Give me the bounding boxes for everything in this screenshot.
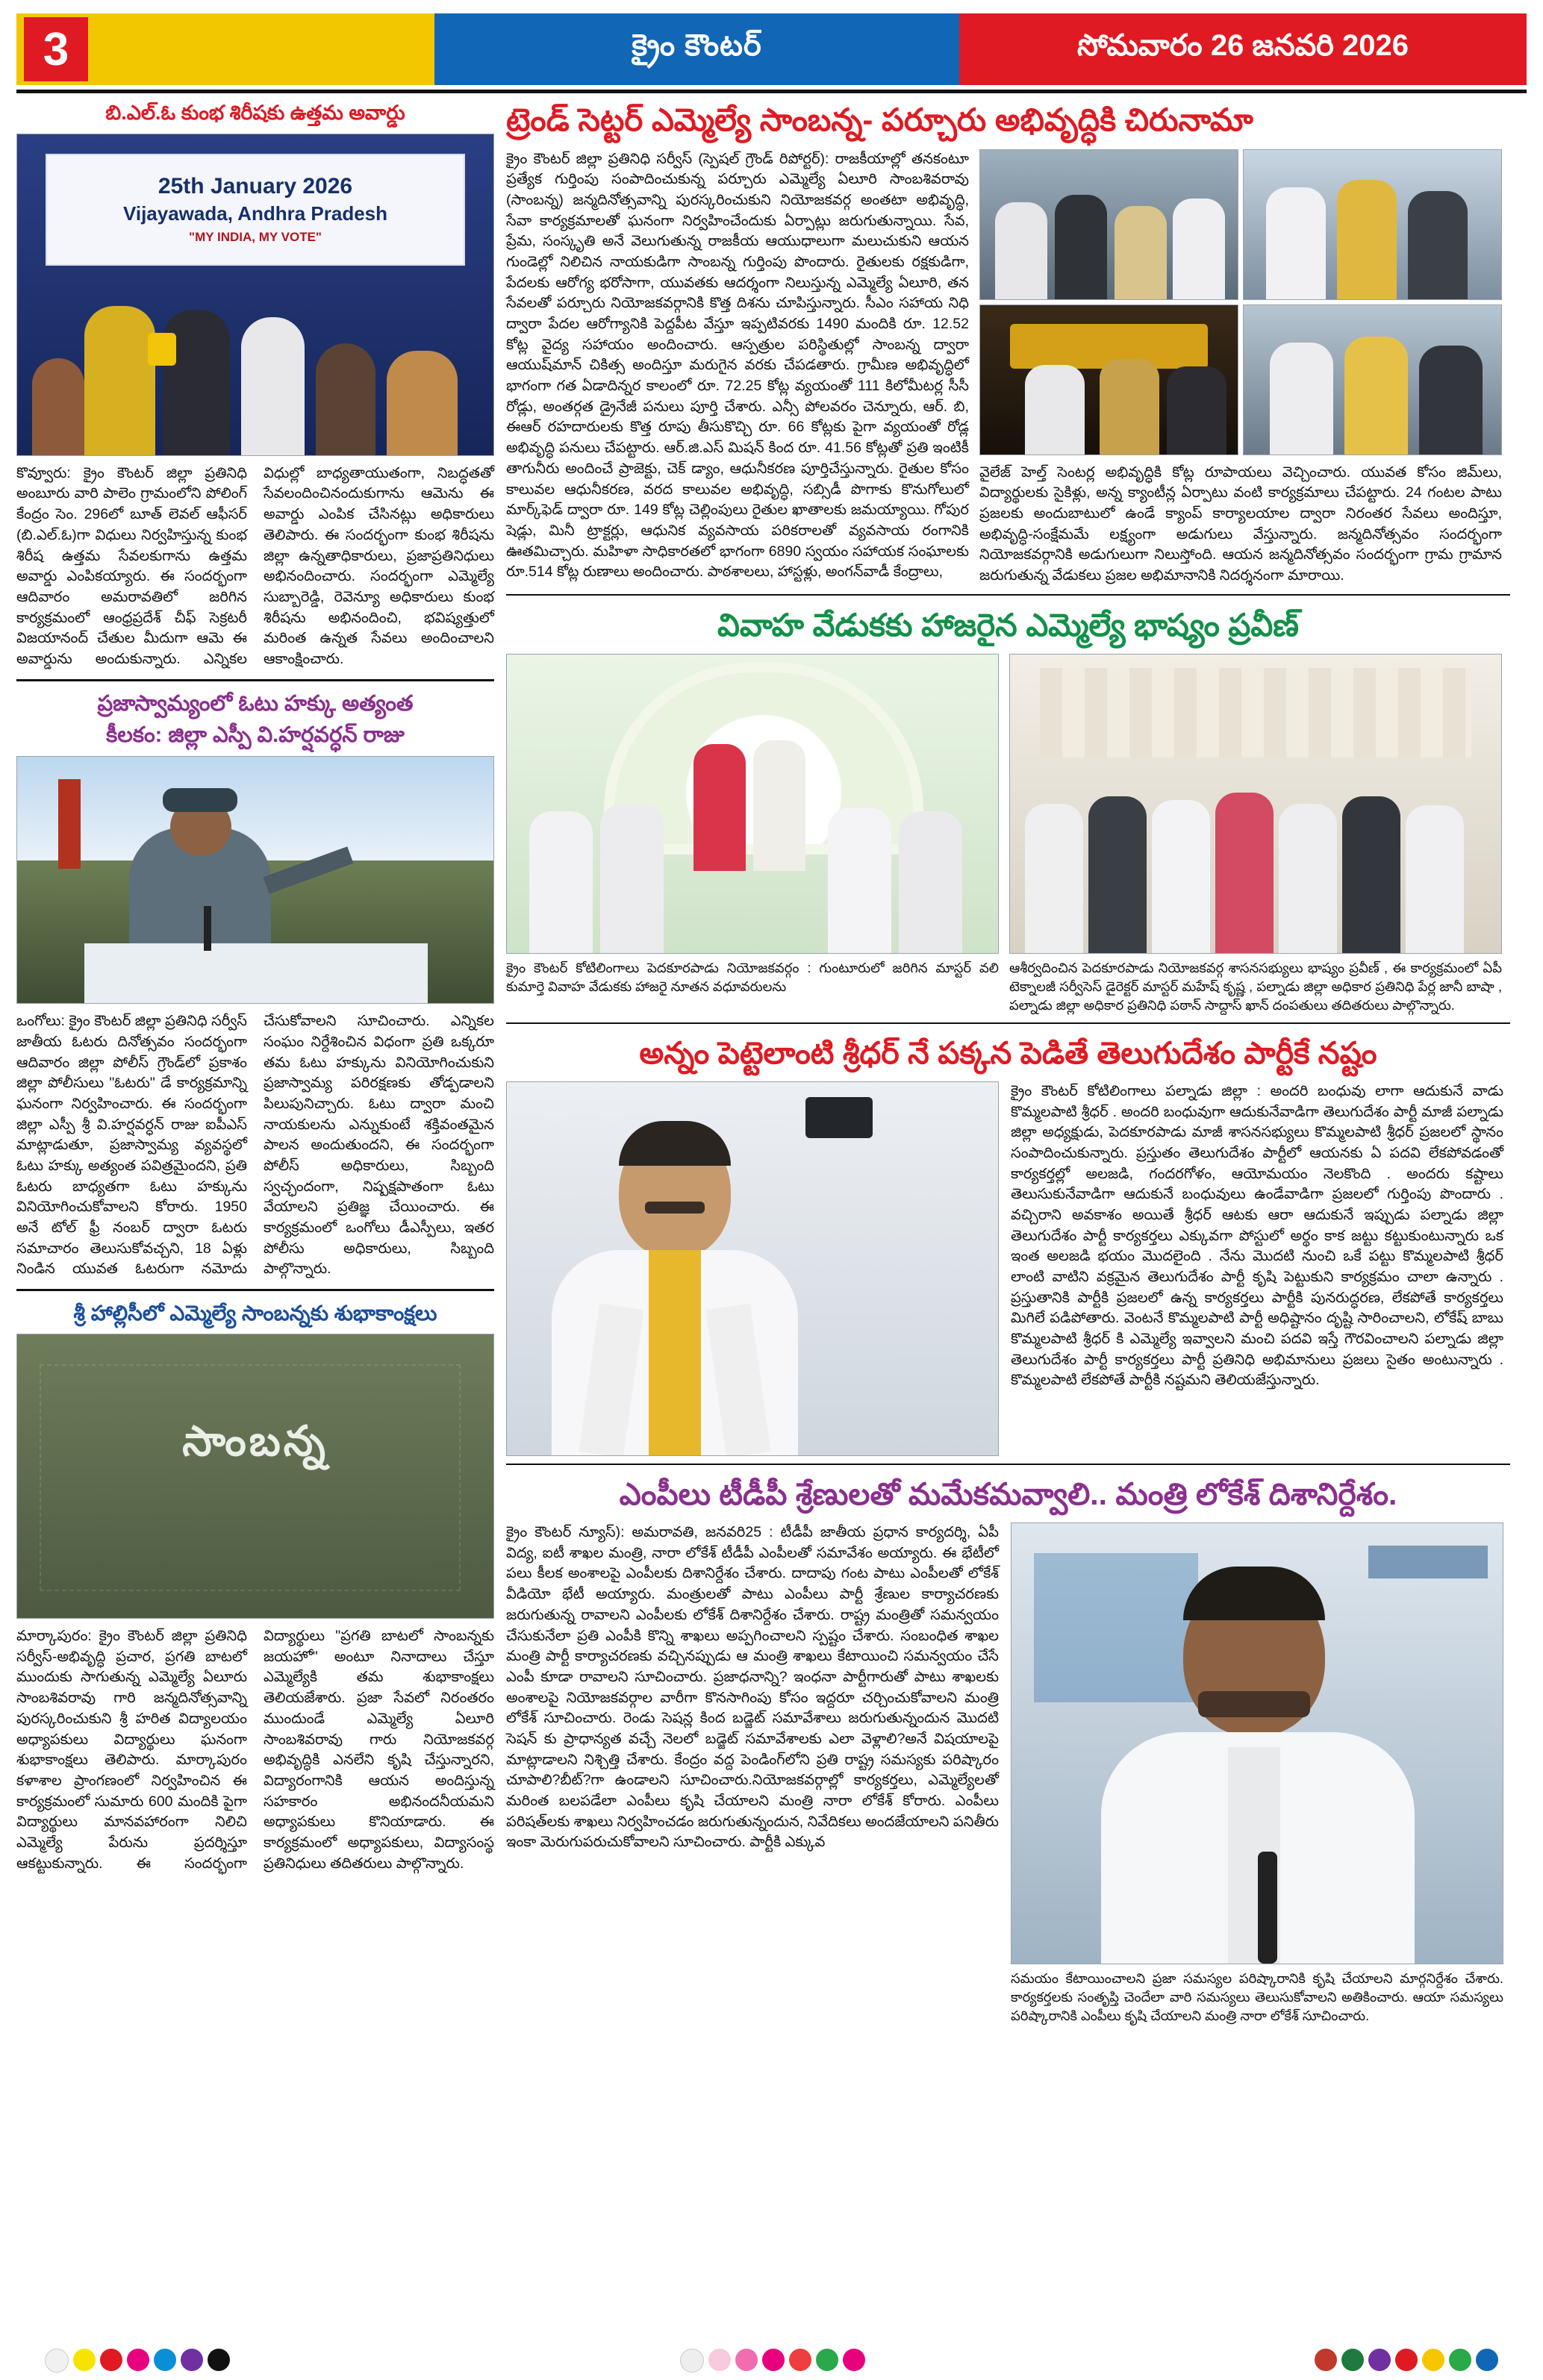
masthead-title: క్రైం కౌంటర్ [632, 28, 762, 62]
wedding-headline: వివాహ వేడుకకు హాజరైన ఎమ్మెల్యే భాష్యం ప్రవీణ్ [717, 607, 1299, 643]
right-divider-1 [506, 594, 1510, 596]
article-award [16, 101, 494, 670]
trendsetter-body-col1: క్రైం కౌంటర్ జిల్లా ప్రతినిధి సర్వీస్ (స్పెషల్ గ్రౌండ్ రిపోర్టర్): రాజకీయాల్లో తనకంటూ ప్రత్యేక గుర్తింపు సంపాదించుకున్న పర్చూరు ఎమ్మెల్యే ఏలూరి సాంబశివరావు (సాంబన్న) జన్మదినోత్సవాన్ని పురస్కరించుకుని నియోజకవర్గ అంతటా అభివృద్ధి, సేవా కార్యక్రమాలతో ఘనంగా నిర్వహించేందుకు ఏర్పాట్లు జరుగుతున్నాయి. సేవ, ప్రేమ, సంస్కృతి అనే వెలుగుతున్న రాజకీయ ఆయుధాలుగా మలుచుకుని ఆయన గుండెల్లో నిలిచిన నాయకుడిగా సాంబన్న గుర్తింపు పొందారు. రైతులకు రక్షకుడిగా, పేదలకు ఆరోగ్య భరోసాగా, యువతకు ఆదర్శంగా నిలుస్తున్న ఎమ్మెల్యే ఏలూరి, తన సేవలతో పర్చూరు నియోజకవర్గానికి కొత్త దిశను చూపిస్తున్నారు. సీఎం సహాయ నిధి ద్వారా పేదల ఆరోగ్యానికి పెద్దపీట వేస్తూ ఇప్పటివరకు 1490 మందికి రూ. 12.52 కోట్ల వైద్య సహాయం అందించారు. ఆస్పత్రుల పరిస్థితుల్లో సాంబన్న ద్వారా ఆయుష్‌మాన్ చికిత్స అందిస్తూ మరుగైన వరకు చేపడతారు. గ్రామీణ అభివృద్ధిలో భాగంగా గత ఏడాదిన్నర కాలంలో రూ. 72.25 కోట్ల వ్యయంతో 111 కిలోమీటర్ల సీసీ రోడ్లు, అంతర్గత డ్రైనేజీ పనులు పూర్తి చేశారు. ఎన్సీ పోలవరం చెన్నూరు, ఆర్. బి, ఈఆర్ రహదారులకు కొత్త రూపు తీసుకొచ్చి రూ. 66 కోట్లకు పైగా వ్యయంతో రోడ్ల అభివృద్ధి పనులు చేపట్టారు. ఆర్.జి.ఎస్ మిషన్ కింద రూ. 41.56 కోట్లతో ప్రతి ఇంటికీ తాగునీరు అందించే ప్రాజెక్టు, చెక్ డ్యాం, ఆధునీకరణ పూర్తిచేస్తున్నారు. రైతుల కోసం కాలువల ఆధునీకరణ, వరద కాలువల అభివృద్ధి, సబ్సిడీ పొగాకు కొనుగోలులో మార్క్‌ఫెడ్ ద్వారా రూ. 149 కోట్ల చెల్లింపులు రైతుల ఖాతాలకు జమయ్యాయి. గోపుర షెడ్లు, మినీ ట్రాక్టర్లు, ఆధునిక వ్యవసాయ పరికరాలతో వ్యవసాయ రంగానికి ఊతమిచ్చారు. మహిళా సాధికారతలో భాగంగా 6890 స్వయం సహాయక సంఘాలకు రూ.514 కోట్ల రుణాలు అందించారు. పాఠశాలలు, హాస్టళ్లు, అంగన్‌వాడీ కేంద్రాలు, [506, 150, 969, 581]
award-photo [16, 134, 494, 456]
page-number: 3 [24, 17, 88, 81]
sridhar-body: క్రైం కౌంటర్ కోటిలింగాలు పల్నాడు జిల్లా : అందరి బంధువు లాగా ఆదుకునే వాడు కొమ్మలపాటి శ్రీధర్ . అందరి బంధువుగా ఆదుకునేవాడిగా తెలుగుదేశం పార్టీ మాజీ పల్నాడు జిల్లా అధ్యక్షుడు, పెదకూరపాడు మాజీ శాసనసభ్యులు కొమ్మలపాటి శ్రీధర్ ప్రజలలో స్థానం సంపాదించుకున్నారు. ప్రస్తుతం తెలుగుదేశం పార్టీలో ఆయనకు ఏ పదవి లేకపోవడంతో కార్యకర్తల్లో అలజడి, గందరగోళం, ఆయోమయం నెలకొంది . అందరు కష్టాలు తెలుసుకునేవాడిగా ఆదుకునే బంధువులు ఉండేవాడిగా ప్రజలలో గుర్తింపు పొందారు . వచ్చిరాని అవకాశం అయితే శ్రీధర్ ఆటకు ఆరా ఆదుకునే ఇప్పుడు పల్నాడు జిల్లా తెలుగుదేశం పార్టీ కార్యకర్తలు ఎక్కువగా పోస్టులో అర్థం కాక జట్టు కట్టుకుంటున్నారు ఒక ఇంత అలజడి భయం మొదలైంది . నేను మొదటి నుంచి ఒకే పట్టు కొమ్మలపాటి శ్రీధర్ లాంటి వాటిని వక్రమైన తెలుగుదేశం పార్టీ కృషి పెట్టుకుని కార్యక్రమం చాలా ఉన్నారు . ప్రస్తుతానికి పార్టీకి ప్రజలలో ఉన్న కార్యకర్తలు పార్టీకి పునరుద్ధరణ, లేకపోతే కార్యకర్తలు మిగిలే పడిపోతారు. వెంటనే కొమ్మలపాటి పార్టీ అధిష్టానం దృష్టి సారించాలని, లోకేష్ బాబు కొమ్మలపాటి శ్రీధర్ కి ఎమ్మెల్యే ఇవ్వాలని మంచి పదవి ఇస్తే గౌరవించాలని పల్నాడు జిల్లా తెలుగుదేశం పార్టీ కార్యకర్తలు పార్టీ ప్రతినిధి అభిమానులు ప్రజలు సైతం అంటున్నారు . కొమ్మలపాటి లేకపోతే పార్టీకి నష్టమని తెలియజేస్తున్నారు. [1011, 1082, 1503, 1389]
trendsetter-photo-1 [979, 149, 1238, 300]
masthead [16, 13, 1527, 85]
award-headline: బి.ఎల్.ఓ కుంభ శిరీషకు ఉత్తమ అవార్డు [105, 101, 405, 124]
article-lokesh [506, 1475, 1510, 2026]
article-wedding [506, 606, 1510, 1015]
sp-headline-line1: ప్రజాస్వామ్యంలో ఓటు హక్కు అత్యంత [97, 691, 414, 716]
lokesh-headline: ఎంపీలు టీడీపీ శ్రేణులతో మమేకమవ్వాలి.. మంత్రి లోకేశ్ దిశానిర్దేశం. [619, 1476, 1397, 1511]
article-sp [16, 690, 494, 1280]
banner-line-3: "MY INDIA, MY VOTE" [189, 230, 322, 245]
dots-left [45, 2349, 230, 2373]
right-column [506, 101, 1510, 2026]
wedding-caption-left: క్రైం కౌంటర్ కోటిలింగాలు పెదకూరపాడు నియోజకవర్గం : గుంటూరులో జరిగిన మాస్టర్ వలి కుమార్తె వివాహ వేడుకకు హాజరై నూతన వధూవరులను [506, 961, 999, 994]
wedding-photo-left [506, 654, 999, 954]
masthead-rule [16, 90, 1527, 93]
left-column [16, 101, 494, 2026]
sridhar-photo [506, 1081, 999, 1456]
lokesh-caption: సమయం కేటాయించాలని ప్రజా సమస్యల పరిష్కారానికి కృషి చేయాలని మార్గనిర్దేశం చేశారు. కార్యకర్తలకు సంతృప్తి చెందేలా వారి సమస్యలు తెలుసుకోవాలని అతికించారు. ఆయా సమస్యలు పరిష్కారానికి ఎంపీలు కృషి చేయాలని మంత్రి నారా లోకేశ్ సూచించారు. [1011, 1971, 1503, 2023]
lokesh-photo [1011, 1522, 1503, 1964]
banner-line-1: 25th January 2026 [158, 174, 353, 199]
dots-right [1315, 2349, 1498, 2373]
award-photo-banner [46, 154, 464, 266]
lokesh-body: క్రైం కౌంటర్ న్యూస్): అమరావతి, జనవరి25 : టీడీపీ జాతీయ ప్రధాన కార్యదర్శి, ఏపీ విద్య, ఐటీ శాఖల మంత్రి, నారా లోకేశ్ టీడీపీ ఎంపీలతో సమావేశం అయ్యారు. ఈ భేటీలో పలు కీలక అంశాలపై ఎంపీలకు దిశానిర్దేశం చేశారు. దాదాపు గంట పాటు ఎంపీలతో లోకేశ్ వీడియో భేటీ అయ్యారు. మంత్రులతో పాటు ఎంపీలు పార్టీ శ్రేణుల కార్యాచరణకు జరుగుతున్న రావాలని ఎంపీలకు లోకేశ్ దిశానిర్దేశం చేశారు. రాష్ట్ర మంత్రితో సమన్వయం చేసుకునేలా ప్రతి ఎంపీకి కొన్ని శాఖలు అప్పగించాలని స్పష్టం చేశారు. సంబంధిత శాఖల మంత్రి పార్టీ కార్యాచరణకు వచ్చినప్పుడు ఆ మంత్రి శాఖలు కేటాయించి సమన్వయం చేసే ఎంపీ కూడా రావాలని సూచించారు. ప్రజాధనాన్ని? ఇంధనా పార్టీగారుతో పాటు శాఖలకు అంశాలపై నియోజకవర్గాల వారీగా కొనసాగింపు కోసం ఇద్దరూ చర్చించుకోవాలని మంత్రి లోకేశ్ సూచించారు. రెండు సెషన్ల కింద బడ్జెట్ సమావేశాలు జరుగుతున్నందున మొదటి సెషన్ కు ప్రాధాన్యత వచ్చే నెలలో బడ్జెట్ సమావేశాలకు ఎలా వెళ్లాలి?అనే విషయాలపై మాట్లాడాలని నిశ్చిత్తి చేశారు. కేంద్రం వద్ద పెండింగ్‌లోని ప్రతి రాష్ట్ర సమస్యకు పరిష్కారం చూపాలి?బీట్?గా ఉండాలని సూచించారు.నియోజకవర్గాల్లో కార్యకర్తలు, ఎమ్మెల్యేలతో మరింత బలపడేలా ఎంపీలు కృషి చేయాలని మంత్రి నారా లోకేశ్ కోరారు. ఎంపీలు పరిషత్‌లకు శాఖలు నిర్వహించడం జరుగుతున్నందున, నివేదికలు అందజేయాలని పనితీరు ఇంకా మెరుగుపరుచుకోవాలని సూచించారు. పార్టీకి ఎక్కువ [506, 1524, 999, 1851]
wedding-caption-right: ఆశీర్వదించిన పెదకూరపాడు నియోజకవర్గ శాసనసభ్యులు భాష్యం ప్రవీణ్ , ఈ కార్యక్రమంలో ఏపీ టెక్నాలజీ సర్వీసెస్ డైరెక్టర్ మాస్టర్ మహేష్ కృష్ణ , పల్నాడు జిల్లా అధికార ప్రతినిధి పేర్ల జానీ బాషా , పల్నాడు జిల్లా అధికార ప్రతినిధి పఠాన్ సాద్దాస్ ఖాన్ దంపతులు తదితరులు పాల్గొన్నారు. [1009, 961, 1502, 1013]
sp-headline-line2: కీలకం: జిల్లా ఎస్పీ వి.హర్షవర్ధన్ రాజు [106, 722, 405, 747]
article-halliseelu [16, 1300, 494, 1874]
masthead-title-bar [434, 13, 959, 85]
award-body: కొవ్వూరు: క్రైం కౌంటర్ జిల్లా ప్రతినిధి అంబూరు వారి పాలెం గ్రామంలోని పోలింగ్ కేంద్రం సెం. 296లో బూత్ లెవల్ ఆఫీసర్ (బి.ఎల్.ఓ)గా విధులు నిర్వహిస్తున్న కుంభ శిరీష ఉత్తమ సేవలకుగాను ఉత్తమ అవార్డు ఎంపికయ్యారు. ఈ సందర్భంగా ఆదివారం అమరావతిలో జరిగిన కార్యక్రమంలో ఆంధ్రప్రదేశ్ చీఫ్ సెక్రటరీ విజయానంద్ చేతుల మీదుగా ఆమె ఈ అవార్డును అందుకున్నారు. ఎన్నికల విధుల్లో బాధ్యతాయుతంగా, నిబద్ధతతో సేవలందించినందుకుగాను ఆమెను ఈ అవార్డు ఎంపిక చేసినట్లు అధికారులు తెలిపారు. ఈ సందర్భంగా కుంభ శిరీషను జిల్లా ఉన్నతాధికారులు, ప్రజాప్రతినిధులు అభినందించారు. సందర్భంగా ఎమ్మెల్యే సుబ్బారెడ్డి, రెవెన్యూ అధికారులు కుంభ శిరీషను అభినందించి, భవిష్యత్తులో మరింత ఉన్నత సేవలు అందించాలని ఆకాంక్షించారు. [16, 464, 494, 667]
footer-color-dots [0, 2349, 1543, 2373]
left-divider-1 [16, 679, 494, 681]
halliseelu-photo [16, 1334, 494, 1619]
trendsetter-photo-4 [1243, 304, 1502, 455]
masthead-date-bar [959, 13, 1527, 85]
halliseelu-headline: శ్రీ హాల్లిసీలో ఎమ్మెల్యే సాంబన్నకు శుభాకాంక్షలు [73, 1302, 437, 1325]
sp-photo [16, 756, 494, 1004]
article-sridhar [506, 1034, 1510, 1456]
trendsetter-photo-3 [979, 304, 1238, 455]
banner-line-2: Vijayawada, Andhra Pradesh [122, 202, 388, 225]
article-trendsetter [506, 101, 1510, 587]
trendsetter-photo-2 [1243, 149, 1502, 300]
wedding-photo-right [1009, 654, 1502, 954]
page-columns [16, 101, 1527, 2026]
dots-mid [680, 2349, 865, 2373]
masthead-date: సోమవారం 26 జనవరి 2026 [1076, 28, 1409, 62]
sridhar-headline: అన్నం పెట్టెలాంటి శ్రీధర్ నే పక్కన పెడితే తెలుగుదేశం పార్టీకే నష్టం [639, 1035, 1377, 1070]
human-chain-text: సాంబన్న [182, 1417, 328, 1465]
halliseelu-caption: మార్కాపురం: క్రైం కౌంటర్ జిల్లా ప్రతినిధి సర్వీస్-అభివృద్ధి ప్రచార, ప్రగతి బాటలో ముందుకు సాగుతున్న ఎమ్మెల్యే ఏలూరు సాంబశివరావు గారి జన్మదినోత్సవాన్ని పురస్కరించుకుని శ్రీ హరిత విద్యాలయం అధ్యాపకులు విద్యార్థులు ఘనంగా శుభాకాంక్షలు తెలిపారు. మార్కాపురం కళాశాల ప్రాంగణంలో నిర్వహించిన ఈ కార్యక్రమంలో సుమారు 600 మందికి పైగా విద్యార్థులు మానవహారంగా నిలిచి ఎమ్మెల్యే పేరును ప్రదర్శిస్తూ ఆకట్టుకున్నారు. ఈ సందర్భంగా విద్యార్థులు "ప్రగతి బాటలో సాంబన్నకు జయహో" అంటూ నినాదాలు చేస్తూ ఎమ్మెల్యేకి తమ శుభాకాంక్షలు తెలియజేశారు. ప్రజా సేవలో నిరంతరం ముందుండే ఎమ్మెల్యే ఏలూరి సాంబశివరావు గారు నియోజకవర్గ అభివృద్ధికి ఎనలేని కృషి చేస్తున్నారని, విద్యారంగానికి ఆయన అందిస్తున్న సహకారం అభినందనీయమని అధ్యాపకులు కొనియాడారు. ఈ కార్యక్రమంలో అధ్యాపకులు, విద్యాసంస్థ ప్రతినిధులు తదితరులు పాల్గొన్నారు. [16, 1628, 494, 1872]
trendsetter-body-col2: వైలేజ్ హెల్త్ సెంటర్ల అభివృద్ధికి కోట్ల రూపాయలు వెచ్చించారు. యువత కోసం జిమ్‌లు, విద్యార్థులకు సైకిళ్లు, అన్న క్యాంటీన్ల ఏర్పాటు వంటి కార్యక్రమాలు చేపట్టారు. 24 గంటల పాటు ప్రజలకు అందుబాటులో ఉండే క్యాంప్ కార్యాలయాల ద్వారా నిరంతర సేవలు అందిస్తూ, అభివృద్ధి-సంక్షేమమే లక్ష్యంగా అడుగులు వేస్తున్నారు. జన్మదినోత్సవం సందర్భంగా నియోజకవర్గానికి అడుగులుగా నిలుస్తోంది. ఆయన జన్మదినోత్సవం సందర్భంగా గ్రామ గ్రామాన జరుగుతున్న వేడుకలు ప్రజల అభిమానానికి నిదర్శనంగా మారాయి. [979, 463, 1502, 584]
sp-body: ఒంగోలు: క్రైం కౌంటర్ జిల్లా ప్రతినిధి సర్వీస్ జాతీయ ఓటరు దినోత్సవం సందర్భంగా ఆదివారం జిల్లా పోలీస్ గ్రౌండ్‌లో ప్రకాశం జిల్లా పోలీసులు "ఓటరు" డే కార్యక్రమాన్ని ఘనంగా నిర్వహించారు. ఈ సందర్భంగా జిల్లా ఎస్పీ శ్రీ వి.హర్షవర్ధన్ రాజు ఐపీఎస్ మాట్లాడుతూ, ప్రజాస్వామ్య వ్యవస్థలో ఓటు హక్కు అత్యంత పవిత్రమైందని, ప్రతి ఓటరు బాధ్యతగా ఓటు హక్కును వినియోగించుకోవాలని కోరారు. 1950 అనే టోల్ ఫ్రీ నంబర్ ద్వారా ఓటరు సమాచారం తెలుసుకోవచ్చని, 18 ఏళ్లు నిండిన యువత ఓటరుగా నమోదు చేసుకోవాలని సూచించారు. ఎన్నికల సంఘం నిర్దేశించిన విధంగా ప్రతి ఒక్కరూ తమ ఓటు హక్కును వినియోగించుకుని ప్రజాస్వామ్య పరిరక్షణకు తోడ్పడాలని పిలుపునిచ్చారు. ఓటు ద్వారా మంచి నాయకులను ఎన్నుకుంటే శక్తివంతమైన పాలన అందుతుందని, ఈ సందర్భంగా పోలీస్ అధికారులు, సిబ్బంది స్వచ్ఛందంగా, నిష్పక్షపాతంగా ఓటు వేయాలని ప్రతిజ్ఞ చేయించారు. ఈ కార్యక్రమంలో ఒంగోలు డీఎస్పీలు, ఇతర పోలీసు అధికారులు, సిబ్బంది పాల్గొన్నారు. [16, 1013, 494, 1278]
masthead-left [16, 13, 434, 85]
trendsetter-headline: ట్రెండ్ సెట్టర్ ఎమ్మెల్యే సాంబన్న- పర్చూరు అభివృద్ధికి చిరునామా [506, 102, 1253, 137]
trendsetter-photo-grid [979, 149, 1502, 455]
right-divider-3 [506, 1464, 1510, 1465]
right-divider-2 [506, 1022, 1510, 1024]
left-divider-2 [16, 1289, 494, 1291]
